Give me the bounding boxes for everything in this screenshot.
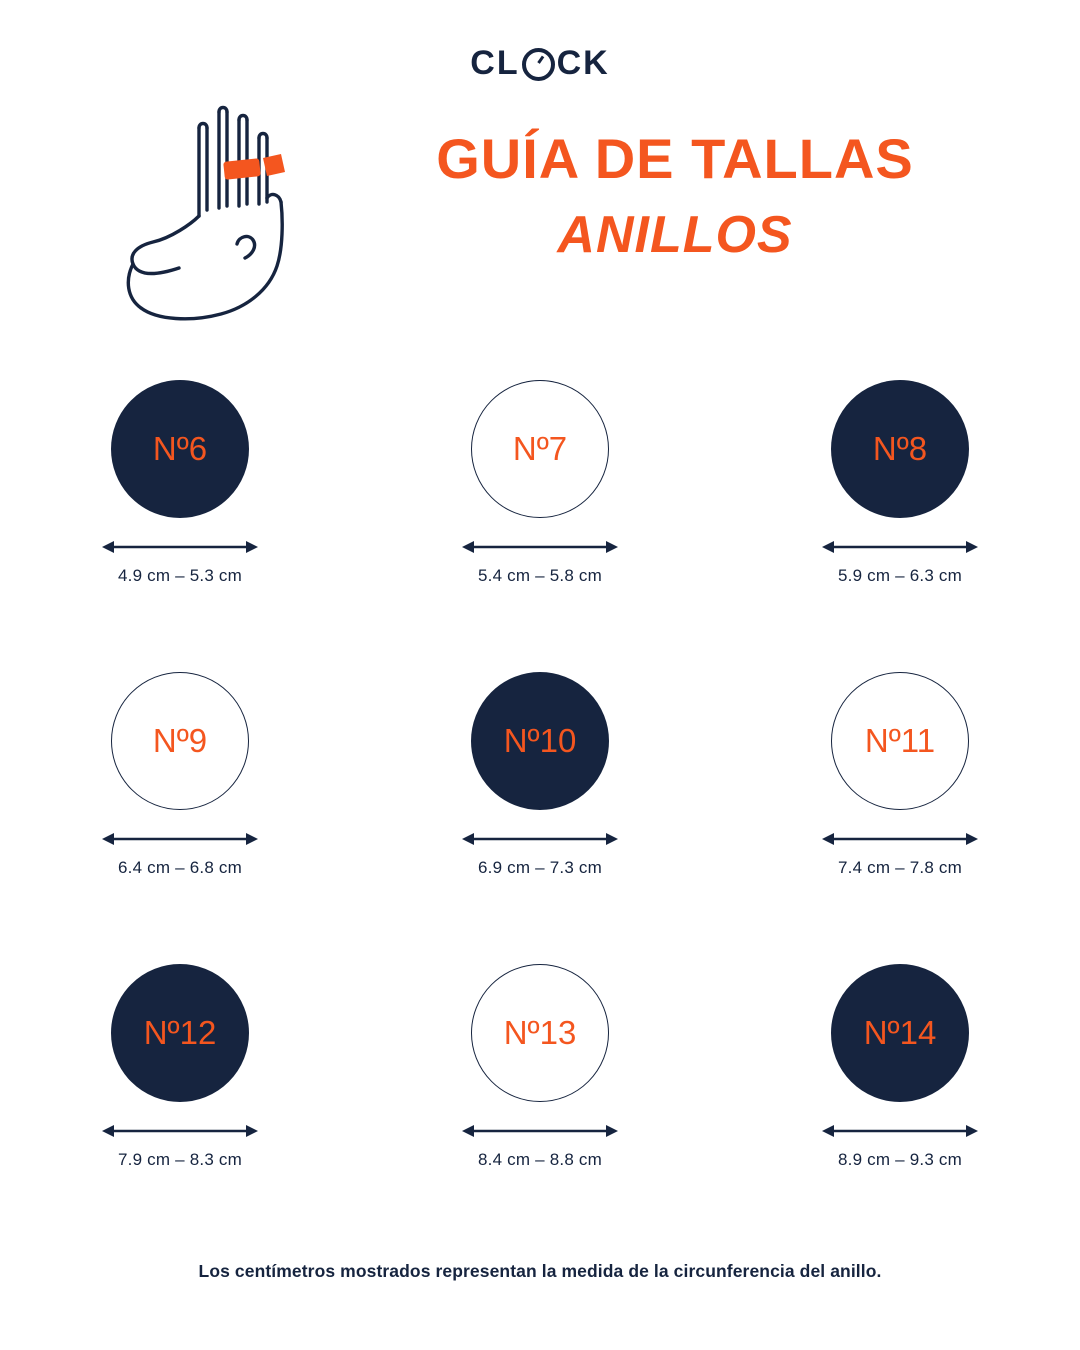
brand-logo	[0, 0, 1080, 83]
size-circle	[471, 964, 609, 1102]
size-label: Nº11	[864, 722, 936, 759]
measure-arrow-icon	[102, 1124, 258, 1138]
size-label: Nº13	[503, 1014, 577, 1051]
size-measure: 5.4 cm – 5.8 cm	[478, 566, 602, 585]
page-subtitle: ANILLOS	[557, 206, 793, 264]
size-label: Nº14	[863, 1014, 937, 1051]
hand-with-ring-illustration	[95, 98, 345, 333]
size-circle	[471, 380, 609, 518]
size-measure: 8.9 cm – 9.3 cm	[838, 1150, 962, 1169]
size-measure: 5.9 cm – 6.3 cm	[838, 566, 962, 585]
size-measure: 7.4 cm – 7.8 cm	[838, 858, 962, 877]
brand-text-left: CL	[470, 44, 520, 82]
measure-arrow-icon	[462, 1124, 618, 1138]
measure-arrow-icon	[822, 1124, 978, 1138]
brand-wordmark	[470, 44, 609, 83]
size-measure: 8.4 cm – 8.8 cm	[478, 1150, 602, 1169]
clock-ring-icon	[522, 48, 555, 81]
size-label: Nº8	[872, 430, 928, 467]
size-item	[360, 672, 720, 878]
size-circle	[471, 672, 609, 810]
size-label: Nº6	[152, 430, 208, 467]
size-circle	[831, 964, 969, 1102]
size-item	[0, 380, 360, 586]
size-item	[720, 672, 1080, 878]
size-item	[720, 380, 1080, 586]
size-label: Nº12	[143, 1014, 217, 1051]
brand-text-right: CK	[556, 44, 610, 82]
size-item	[720, 964, 1080, 1170]
size-label: Nº7	[512, 430, 568, 467]
size-measure: 6.4 cm – 6.8 cm	[118, 858, 242, 877]
measure-arrow-icon	[102, 832, 258, 846]
measure-arrow-icon	[102, 540, 258, 554]
size-measure: 6.9 cm – 7.3 cm	[478, 858, 602, 877]
size-circle	[111, 964, 249, 1102]
size-circle	[831, 672, 969, 810]
size-measure: 7.9 cm – 8.3 cm	[118, 1150, 242, 1169]
size-item	[360, 380, 720, 586]
title-block	[355, 127, 995, 264]
size-measure: 4.9 cm – 5.3 cm	[118, 566, 242, 585]
size-item	[360, 964, 720, 1170]
header	[0, 83, 1080, 333]
size-circle	[111, 672, 249, 810]
size-item	[0, 672, 360, 878]
size-label: Nº10	[503, 722, 577, 759]
measure-arrow-icon	[462, 832, 618, 846]
measure-arrow-icon	[822, 832, 978, 846]
measure-arrow-icon	[822, 540, 978, 554]
measure-arrow-icon	[462, 540, 618, 554]
footer-note: Los centímetros mostrados representan la medida de la circunferencia del anillo.	[198, 1261, 882, 1281]
size-item	[0, 964, 360, 1170]
size-label: Nº9	[152, 722, 208, 759]
size-circle	[831, 380, 969, 518]
page-title: GUÍA DE TALLAS	[436, 127, 914, 190]
size-grid	[0, 380, 1080, 1170]
size-circle	[111, 380, 249, 518]
